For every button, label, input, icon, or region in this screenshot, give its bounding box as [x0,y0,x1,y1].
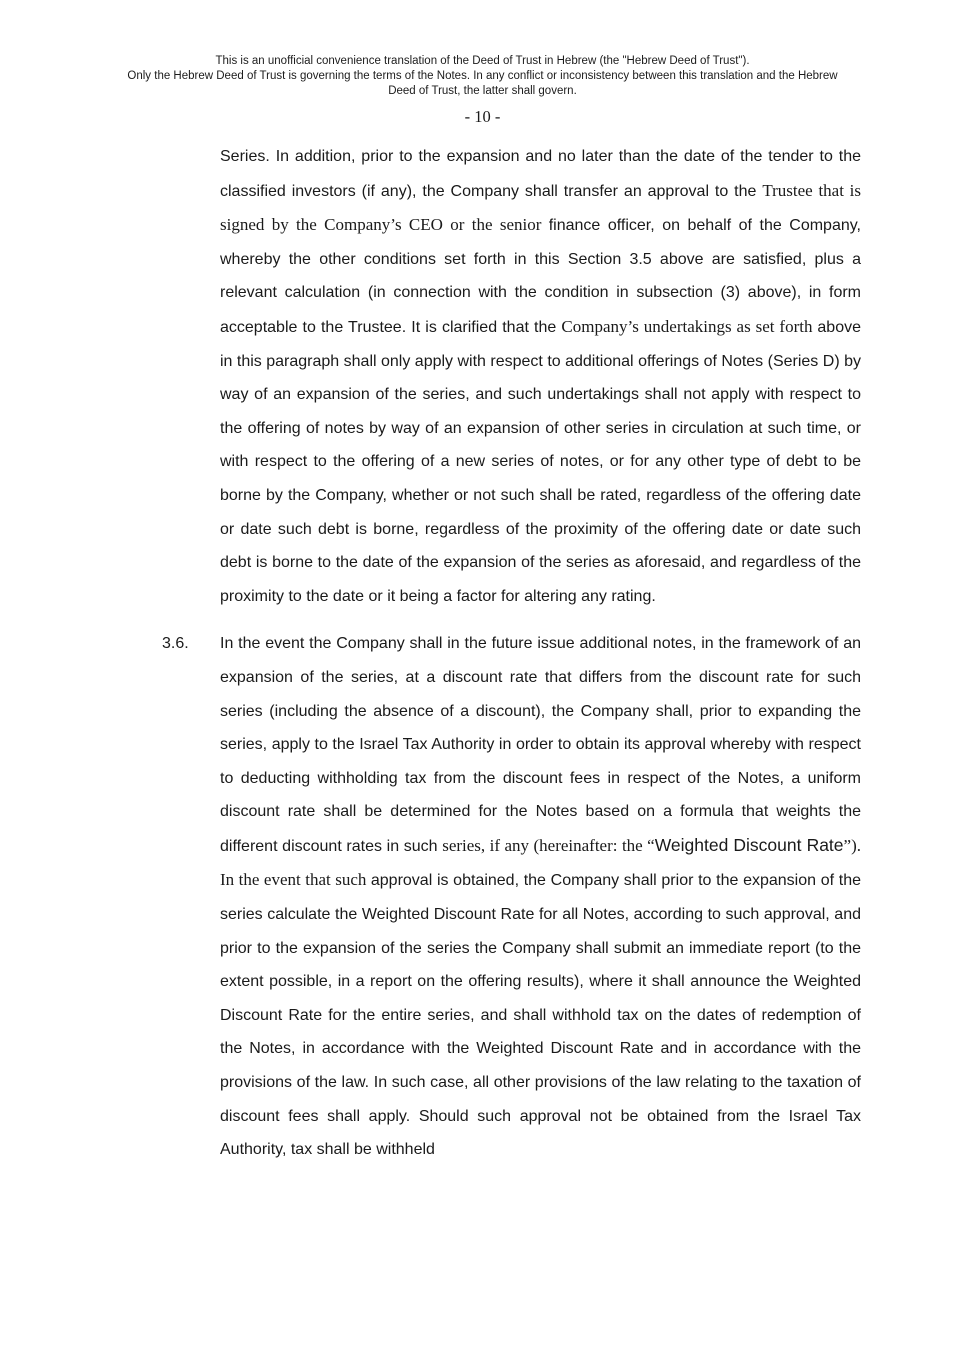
header-disclaimer [0,54,965,99]
paragraph-section-3-5-continuation [220,140,861,613]
paragraph-section-3-6 [162,627,861,1167]
section-number: 3.6. [162,635,189,653]
text-run: approval is obtained, the Company shall prior to the expansion of the series calculate the Weighted Discount Rate for all Notes, according to such approval, and prior to the expansion of the series the Company shall submit an immediate report (to the extent possible, in a report on the offering results), where it shall announce the Weighted Discount Rate for the entire series, and shall withhold tax on the dates of redemption of the Notes, in accordance with the Weighted Discount Rate and in accordance with the provisions of the law. In such case, all other provisions of the law relating to the taxation of discount fees shall apply. Should such approval not be obtained from the Israel Tax Authority, tax shall be withheld [220,872,861,1159]
document-body [162,140,861,1167]
text-run: finance officer, on behalf of the Company, whereby the other conditions set forth in this Section 3.5 above are satisfied, plus a relevant calculation (in connection with the condition in subsection (3) above), in form acceptable to the Trustee. It is clarified that the [220,217,861,336]
text-run: In the event the Company shall in the future issue additional notes, in the framework of an expansion of the series, at a discount rate that differs from the discount rate for such series (including the absence of a discount), the Company shall, prior to expanding the series, apply to the Israel Tax Authority in order to obtain its approval whereby with respect to deducting withholding tax from the discount fees in respect of the Notes, a uniform discount rate shall be determined for the Notes based on a formula that weights the different discount rates in such [220,635,861,855]
text-run: Company’s undertakings as set forth [561,316,818,336]
disclaimer-line-1: This is an unofficial convenience translation of the Deed of Trust in Hebrew (the "Hebrew Deed of Trust"). [215,55,750,67]
text-run: Series. In addition, prior to the expansion and no later than the date of the tender to the classified investors (if any), the Company shall transfer an approval to the [220,148,861,200]
disclaimer-line-3: Deed of Trust, the latter shall govern. [388,85,577,97]
text-run: above in this paragraph shall only apply with respect to additional offerings of Notes (Series D) by way of an expansion of the series, and such undertakings shall not apply with respect to the offering of notes by way of an expansion of other series in circulation at such time, or with respect to the offering of a new series of notes, or for any other type of debt to be borne by the Company, whether or not such shall be rated, regardless of the offering date or date such debt is borne, regardless of the proximity of the offering date or date such debt is borne to the date of the expansion of the series as aforesaid, and regardless of the proximity to the date or it being a factor for altering any rating. [220,318,861,605]
page-number: - 10 - [464,107,501,126]
disclaimer-line-2: Only the Hebrew Deed of Trust is governing the terms of the Notes. In any conflict or inconsistency between this translation and the Hebrew [127,70,838,82]
defined-term: Weighted Discount Rate [654,834,844,855]
text-run: ”). In the event that such [220,835,861,890]
text-run: Trustee that is signed by the Company’s CEO or the senior [220,180,861,235]
text-run: series, if any (hereinafter: the “ [442,835,655,855]
